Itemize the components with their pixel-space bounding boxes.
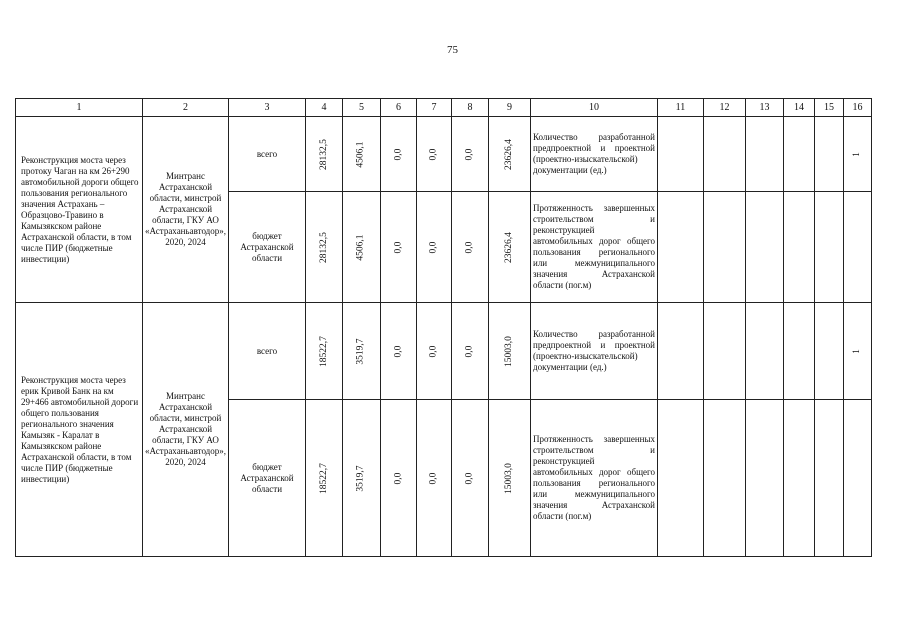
header-cell: 6 (381, 99, 417, 117)
header-cell: 3 (229, 99, 306, 117)
empty-cell (815, 192, 844, 303)
empty-cell (784, 192, 815, 303)
empty-cell (658, 192, 704, 303)
value-text: 0,0 (393, 148, 403, 161)
header-cell: 15 (815, 99, 844, 117)
project-name: Реконструкция моста через протоку Чаган на км 26+290 автомобильной дороги общего пользования регионального значения Астрахань – Образцово-Травино в Камызякском районе Астраханской области, в том числе ПИР (бюджетные инвестиции) (16, 117, 143, 303)
empty-cell (746, 303, 784, 400)
value-text: 0,0 (428, 148, 439, 161)
value-cell (381, 400, 417, 557)
value-cell (452, 400, 489, 557)
empty-cell (746, 192, 784, 303)
value-text: 28132,5 (318, 139, 329, 170)
value-cell (452, 303, 489, 400)
value-text: 15003,0 (504, 336, 514, 367)
value-text: 1 (852, 152, 862, 157)
empty-cell (784, 400, 815, 557)
budget-table (15, 98, 872, 557)
value-text: 3519,7 (356, 465, 366, 492)
value-cell (306, 192, 343, 303)
header-row (16, 99, 872, 117)
empty-cell (815, 117, 844, 192)
value-cell (844, 400, 872, 557)
value-text: 18522,7 (318, 463, 329, 494)
value-text: 0,0 (464, 241, 475, 254)
value-cell (417, 192, 452, 303)
value-cell (452, 192, 489, 303)
value-cell (381, 192, 417, 303)
header-cell: 11 (658, 99, 704, 117)
value-cell (343, 192, 381, 303)
value-cell (306, 303, 343, 400)
value-text: 15003,0 (504, 463, 514, 494)
value-cell (381, 303, 417, 400)
value-text: 0,0 (393, 241, 403, 254)
empty-cell (815, 400, 844, 557)
value-cell (452, 117, 489, 192)
value-text: 28132,5 (318, 232, 329, 263)
value-cell (844, 192, 872, 303)
value-cell (381, 117, 417, 192)
empty-cell (815, 303, 844, 400)
value-cell (343, 303, 381, 400)
empty-cell (704, 192, 746, 303)
value-cell (844, 303, 872, 400)
value-text: 0,0 (428, 345, 439, 358)
value-text: 0,0 (428, 241, 439, 254)
table-row (16, 117, 872, 192)
value-cell (489, 400, 531, 557)
value-text: 4506,1 (356, 234, 366, 261)
header-cell: 5 (343, 99, 381, 117)
table-row (16, 303, 872, 400)
value-text: 3519,7 (356, 338, 366, 365)
indicator: Протяженность завершенных строительством и реконструкцией автомобильных дорог общего пользования регионального или межмуниципального значения Астраханской области (пог.м) (531, 400, 658, 557)
header-cell: 16 (844, 99, 872, 117)
value-cell (343, 400, 381, 557)
value-text: 0,0 (464, 148, 475, 161)
value-cell (417, 303, 452, 400)
header-cell: 14 (784, 99, 815, 117)
value-text: 0,0 (393, 345, 403, 358)
funding-source: всего (229, 303, 306, 400)
empty-cell (704, 303, 746, 400)
header-cell: 9 (489, 99, 531, 117)
project-name: Реконструкция моста через ерик Кривой Банк на км 29+466 автомобильной дороги общего пользования регионального значения Камызяк - Каралат в Камызякском районе Астраханской области, в том числе ПИР (бюджетные инвестиции) (16, 303, 143, 557)
value-text: 23626,4 (504, 139, 514, 170)
executor: Минтранс Астраханской области, минстрой Астраханской области, ГКУ АО «Астраханьавтодор», 2020, 2024 (143, 303, 229, 557)
value-text: 0,0 (464, 345, 475, 358)
indicator: Количество разработанной предпроектной и проектной (проектно-изыскательской) документации (ед.) (531, 303, 658, 400)
value-cell (417, 117, 452, 192)
value-text: 23626,4 (504, 232, 514, 263)
empty-cell (658, 303, 704, 400)
empty-cell (746, 117, 784, 192)
value-cell (489, 192, 531, 303)
value-cell (489, 303, 531, 400)
value-cell (306, 117, 343, 192)
funding-source: бюджет Астраханской области (229, 400, 306, 557)
page-number: 75 (447, 44, 458, 56)
funding-source: бюджет Астраханской области (229, 192, 306, 303)
empty-cell (746, 400, 784, 557)
value-text: 4506,1 (356, 141, 366, 168)
header-cell: 7 (417, 99, 452, 117)
empty-cell (704, 400, 746, 557)
value-text: 0,0 (428, 472, 439, 485)
indicator: Количество разработанной предпроектной и проектной (проектно-изыскательской) документации (ед.) (531, 117, 658, 192)
value-cell (844, 117, 872, 192)
indicator: Протяженность завершенных строительством и реконструкцией автомобильных дорог общего пользования регионального или межмуниципального значения Астраханской области (пог.м) (531, 192, 658, 303)
value-text: 18522,7 (318, 336, 329, 367)
value-text: 0,0 (393, 472, 403, 485)
value-cell (417, 400, 452, 557)
header-cell: 2 (143, 99, 229, 117)
value-text: 0,0 (464, 472, 475, 485)
empty-cell (658, 117, 704, 192)
header-cell: 4 (306, 99, 343, 117)
header-cell: 13 (746, 99, 784, 117)
executor: Минтранс Астраханской области, минстрой Астраханской области, ГКУ АО «Астраханьавтодор», 2020, 2024 (143, 117, 229, 303)
value-cell (343, 117, 381, 192)
empty-cell (784, 303, 815, 400)
funding-source: всего (229, 117, 306, 192)
header-cell: 12 (704, 99, 746, 117)
empty-cell (784, 117, 815, 192)
value-cell (489, 117, 531, 192)
empty-cell (704, 117, 746, 192)
header-cell: 8 (452, 99, 489, 117)
value-text: 1 (852, 349, 862, 354)
header-cell: 10 (531, 99, 658, 117)
header-cell: 1 (16, 99, 143, 117)
empty-cell (658, 400, 704, 557)
value-cell (306, 400, 343, 557)
